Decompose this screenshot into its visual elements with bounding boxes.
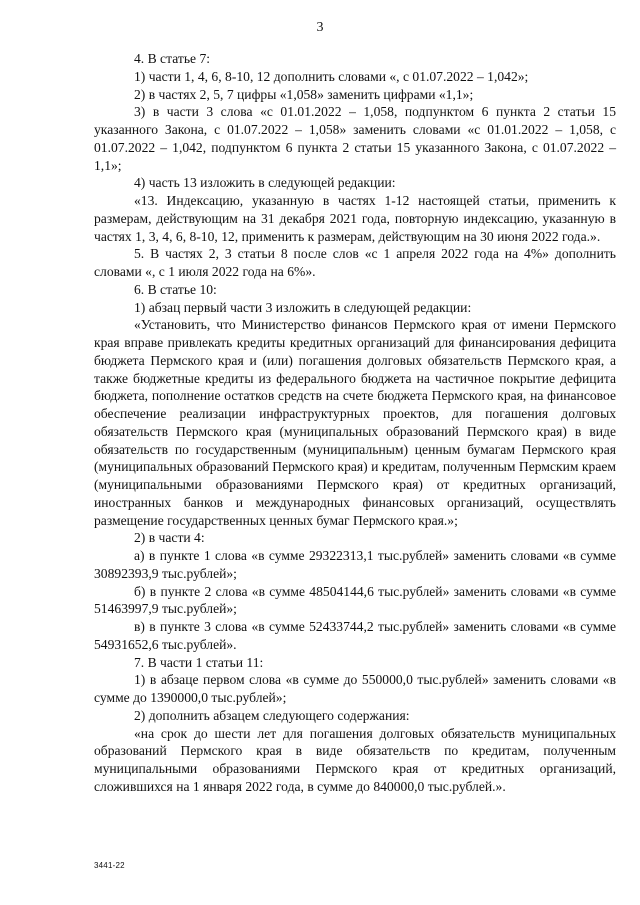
- paragraph-article-7-heading: 4. В статье 7:: [134, 51, 211, 66]
- paragraph-article-7-item-2: 2) в частях 2, 5, 7 цифры «1,058» заменить цифрами «1,1»;: [134, 86, 474, 102]
- document-body: [94, 50, 616, 796]
- paragraph-article-10-new-text: «Установить, что Министерство финансов Пермского края от имени Пермского края вправе привлекать кредиты кредитных организаций для финансирования дефицита бюджета Пермского края и (или) погашения долговых обязательств Пермского края, а также бюджетные кредиты из федерального бюджета на частичное покрытие дефицита бюджета, пополнение остатков средств на счете бюджета Пермского края, на финансовое обеспечение реализации инфраструктурных проектов, для погашения долговых обязательств Пермского края (муниципальных образований Пермского края) в виде обязательств по государственным (муниципальным) ценным бумагам Пермского края (муниципальных образований Пермского края) и кредитам, полученным Пермским краем (муниципальными образованиями Пермского края) от кредитных организаций, иностранных банков и международных финансовых организаций, осуществлять размещение государственных ценных бумаг Пермского края.»;: [94, 317, 616, 528]
- paragraph-article-10-subitem-a: а) в пункте 1 слова «в сумме 29322313,1 тыс.рублей» заменить словами «в сумме 30892393,9 тыс.рублей»;: [94, 548, 616, 581]
- document-code: 3441-22: [94, 861, 125, 870]
- paragraph-article-8-amendment: 5. В частях 2, 3 статьи 8 после слов «с 1 апреля 2022 года на 4%» дополнить словами «, с 1 июля 2022 года на 6%».: [94, 246, 616, 279]
- paragraph-article-7-item-4: 4) часть 13 изложить в следующей редакции:: [134, 175, 396, 191]
- paragraph-article-7-part-13-text: «13. Индексацию, указанную в частях 1-12 настоящей статьи, применить к размерам, действующим на 31 декабря 2021 года, повторную индексацию, указанную в частях 1, 3, 4, 6, 8-10, 12, применить к размерам, действующим на 30 июня 2022 года.».: [94, 193, 616, 244]
- paragraph-article-10-item-1: 1) абзац первый части 3 изложить в следующей редакции:: [134, 299, 472, 315]
- paragraph-article-11-item-1: 1) в абзаце первом слова «в сумме до 550000,0 тыс.рублей» заменить словами «в сумме до 1390000,0 тыс.рублей»;: [94, 672, 616, 705]
- paragraph-article-11-new-text: «на срок до шести лет для погашения долговых обязательств муниципальных образований Пермского края в виде обязательств по кредитам, полученным муниципальными образованиями Пермского края от кредитных организаций, сложившихся на 1 января 2022 года, в сумме до 840000,0 тыс.рублей.».: [94, 725, 616, 794]
- page-number: 3: [316, 20, 324, 35]
- paragraph-article-10-item-2: 2) в части 4:: [134, 530, 205, 546]
- paragraph-article-10-subitem-v: в) в пункте 3 слова «в сумме 52433744,2 тыс.рублей» заменить словами «в сумме 54931652,6 тыс.рублей».: [94, 619, 616, 652]
- paragraph-article-7-item-1: 1) части 1, 4, 6, 8-10, 12 дополнить словами «, с 01.07.2022 – 1,042»;: [134, 68, 529, 84]
- paragraph-article-11-item-2: 2) дополнить абзацем следующего содержания:: [134, 707, 410, 723]
- paragraph-article-10-subitem-b: б) в пункте 2 слова «в сумме 48504144,6 тыс.рублей» заменить словами «в сумме 51463997,9 тыс.рублей»;: [94, 583, 616, 617]
- paragraph-article-10-heading: 6. В статье 10:: [134, 281, 217, 297]
- paragraph-article-7-item-3: 3) в части 3 слова «с 01.01.2022 – 1,058, подпунктом 6 пункта 2 статьи 15 указанного Закона, с 01.07.2022 – 1,058» заменить словами «с 01.01.2022 – 1,058, с 01.07.2022 – 1,042, подпунктом 6 пункта 2 статьи 15 указанного Закона, с 01.07.2022 – 1,1»;: [94, 104, 616, 173]
- paragraph-article-11-heading: 7. В части 1 статьи 11:: [134, 654, 264, 670]
